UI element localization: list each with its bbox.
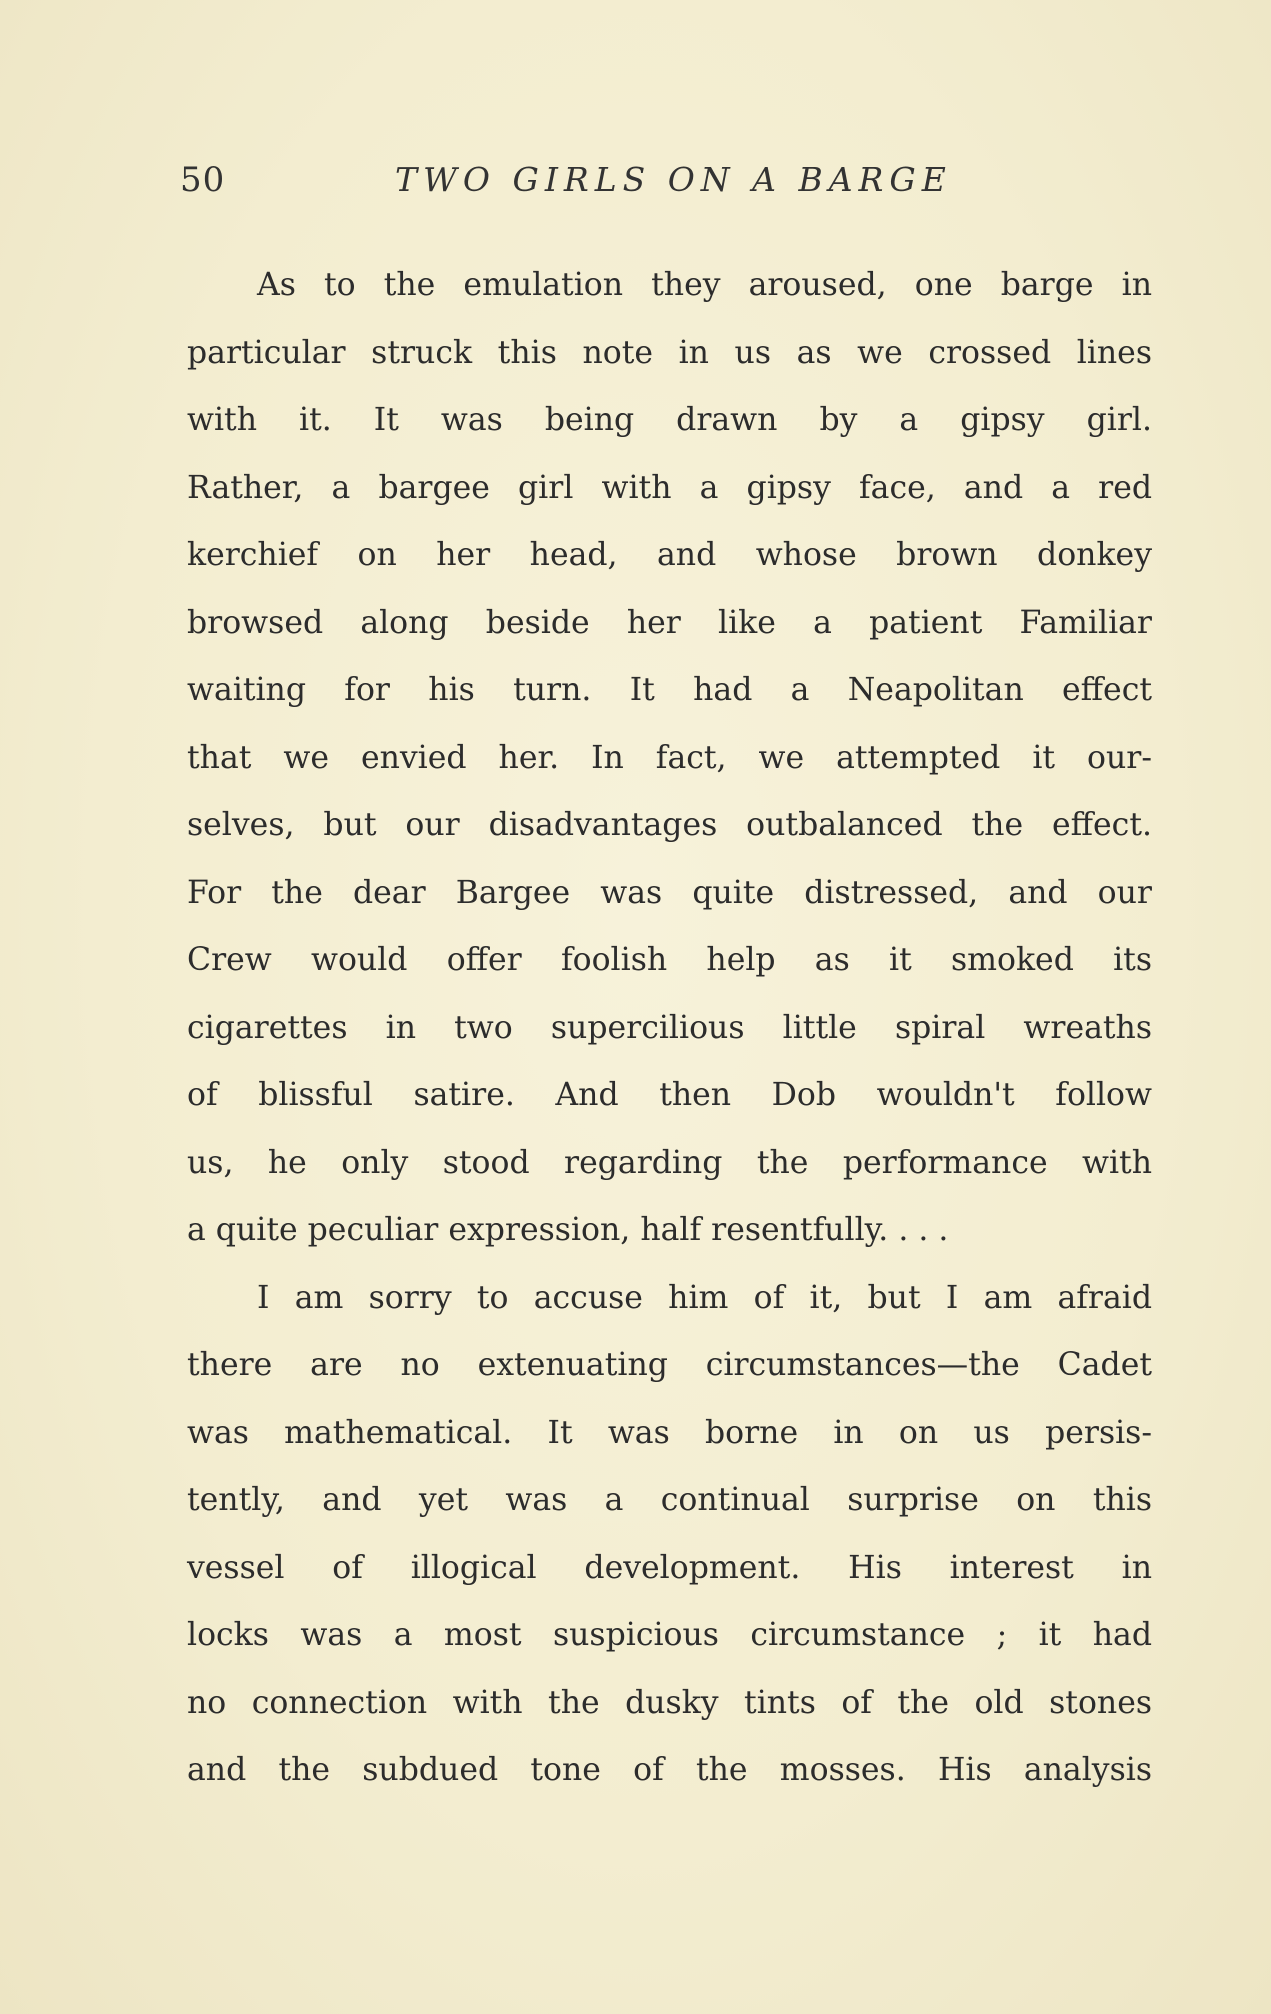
text-line: selves, but our disadvantages outbalanced the effect. xyxy=(187,807,1152,843)
text-line: browsed along beside her like a patient Familiar xyxy=(187,604,1152,641)
text-line: As to the emulation they aroused, one barge in xyxy=(257,267,1152,303)
text-line: that we envied her. In fact, we attempted it our- xyxy=(187,739,1152,776)
text-line: particular struck this note in us as we crossed lines xyxy=(187,334,1152,371)
text-line: cigarettes in two supercilious little spiral wreaths xyxy=(187,1009,1152,1046)
text-line: I am sorry to accuse him of it, but I am afraid xyxy=(257,1279,1152,1316)
text-line: tently, and yet was a continual surprise on this xyxy=(187,1482,1152,1518)
text-line: Rather, a bargee girl with a gipsy face, and a red xyxy=(187,469,1152,506)
text-line: locks was a most suspicious circumstance ; it had xyxy=(187,1617,1152,1653)
text-line: kerchief on her head, and whose brown donkey xyxy=(187,537,1152,573)
text-line: was mathematical. It was borne in on us persis- xyxy=(187,1414,1152,1451)
text-line: a quite peculiar expression, half resentfully. . . . xyxy=(187,1212,949,1248)
text-line: us, he only stood regarding the performance with xyxy=(187,1144,1152,1181)
text-line: no connection with the dusky tints of the old stones xyxy=(187,1684,1152,1721)
text-line: Crew would offer foolish help as it smoked its xyxy=(187,942,1152,978)
text-line: with it. It was being drawn by a gipsy girl. xyxy=(187,402,1152,438)
text-line: For the dear Bargee was quite distressed, and our xyxy=(187,874,1152,911)
text-line: there are no extenuating circumstances—the Cadet xyxy=(187,1347,1152,1383)
text-line: of blissful satire. And then Dob wouldn't follow xyxy=(187,1077,1152,1113)
text-line: waiting for his turn. It had a Neapolitan effect xyxy=(187,672,1152,708)
text-line: vessel of illogical development. His interest in xyxy=(187,1549,1152,1586)
text-line: and the subdued tone of the mosses. His analysis xyxy=(187,1752,1152,1788)
body-text xyxy=(187,252,1152,1805)
page-number: 50 xyxy=(180,160,226,200)
page-header xyxy=(180,160,1180,210)
running-title: TWO GIRLS ON A BARGE xyxy=(395,160,952,199)
